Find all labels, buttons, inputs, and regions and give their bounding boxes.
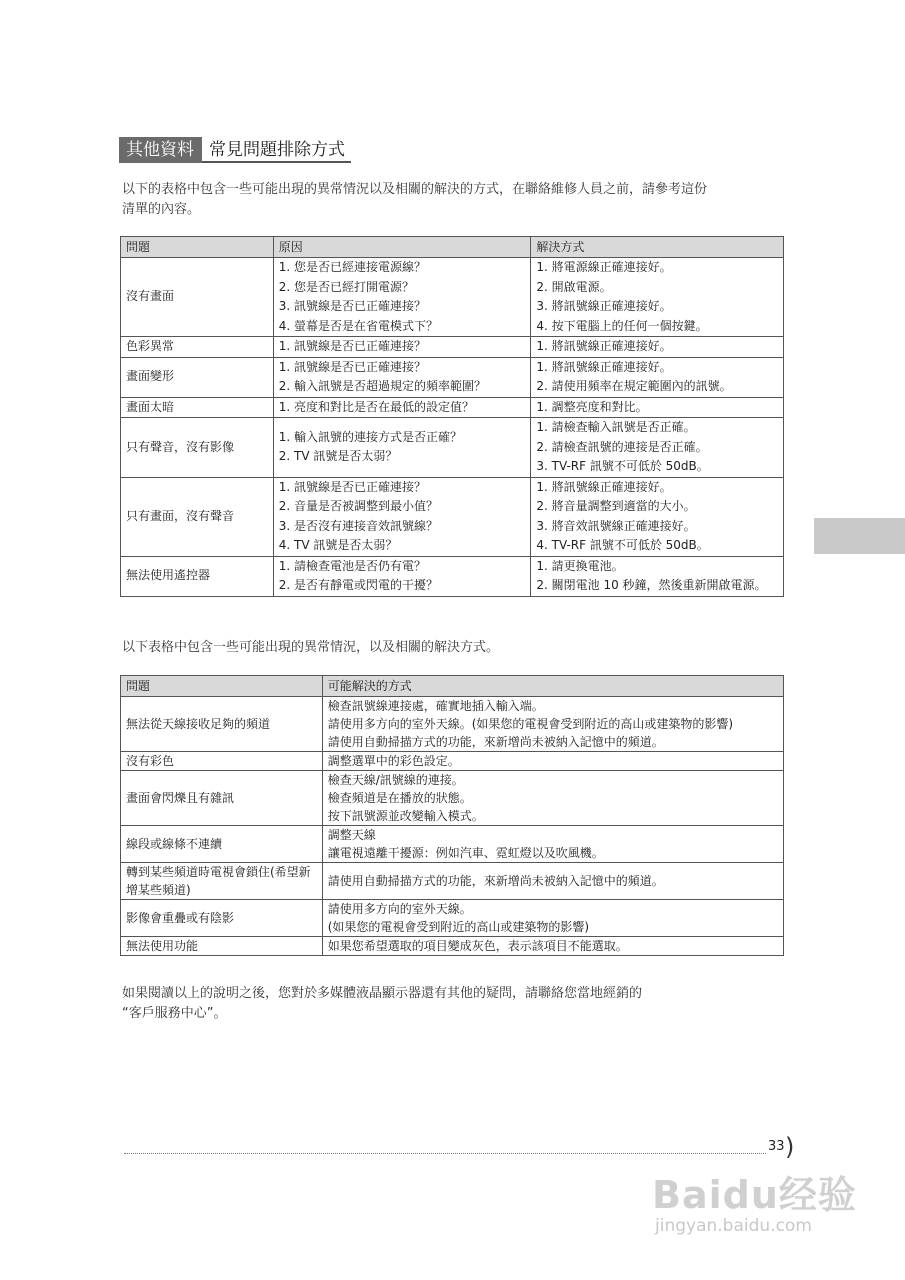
- solution-line: 1. 將電源線正確連接好。: [536, 260, 672, 274]
- solution-line: 調整選單中的彩色設定。: [327, 754, 460, 768]
- problem-cell: 影像會重疊或有陰影: [121, 900, 323, 937]
- solution-line: 檢查頻道是在播放的狀態。: [327, 791, 472, 805]
- table-row: [121, 397, 784, 418]
- table-row: [121, 418, 784, 478]
- problem-cell: 無法從天線接收足夠的頻道: [121, 697, 323, 752]
- header-cause: 原因: [273, 237, 531, 258]
- section-tag: 其他資料: [119, 137, 202, 163]
- solution-line: 4. 按下電腦上的任何一個按鍵。: [536, 318, 708, 333]
- cause-cell: [273, 556, 531, 596]
- problem-cell: 線段或線條不連續: [121, 826, 323, 863]
- problem-cell: 只有畫面，沒有聲音: [121, 477, 274, 556]
- solution-line: 3. TV-RF 訊號不可低於 50dB。: [536, 459, 709, 473]
- cause-line: 2. TV 訊號是否太弱？: [278, 449, 398, 464]
- solution-cell: [531, 397, 784, 418]
- problem-cell: 沒有畫面: [121, 258, 274, 337]
- cause-cell: [273, 258, 531, 337]
- side-tab-marker: [814, 518, 905, 554]
- table-row: [121, 900, 784, 937]
- solution-line: 2. 請使用頻率在規定範圍內的訊號。: [536, 379, 732, 393]
- header-problem: 問題: [121, 237, 274, 258]
- intro-paragraph-1: [122, 180, 707, 220]
- solution-line: 2. 關閉電池 10 秒鐘，然後重新開啟電源。: [536, 578, 767, 592]
- solution-line: 如果您希望選取的項目變成灰色，表示該項目不能選取。: [327, 939, 628, 953]
- cause-cell: [273, 337, 531, 358]
- cause-line: 1. 訊號線是否已正確連接？: [278, 359, 427, 374]
- cause-line: 2. 您是否已經打開電源？: [278, 279, 415, 294]
- solution-line: (如果您的電視會受到附近的高山或建築物的影響): [327, 920, 590, 934]
- page-title: 常見問題排除方式: [202, 137, 351, 163]
- closing-paragraph: [122, 984, 642, 1024]
- solution-line: 檢查訊號線連接處，確實地插入輸入端。: [327, 699, 544, 713]
- cause-line: 2. 輸入訊號是否超過規定的頻率範圍？: [278, 379, 487, 393]
- solution-cell: [322, 697, 783, 752]
- solution-line: 1. 將訊號線正確連接好。: [536, 479, 672, 494]
- closing-line: “客戶服務中心”。: [122, 1006, 227, 1021]
- solution-line: 2. 開啟電源。: [536, 279, 612, 294]
- solution-line: 調整天線: [327, 828, 376, 842]
- cause-cell: [273, 397, 531, 418]
- solution-cell: [531, 337, 784, 358]
- table-row: [121, 937, 784, 956]
- solution-cell: [322, 900, 783, 937]
- cause-line: 3. 是否沒有連接音效訊號線？: [278, 518, 439, 533]
- cause-line: 4. 螢幕是否是在省電模式下？: [278, 318, 439, 333]
- page-bracket-icon: ): [785, 1133, 795, 1161]
- solution-line: 1. 調整亮度和對比。: [536, 399, 648, 414]
- table-row: [121, 357, 784, 397]
- solution-line: 2. 將音量調整到適當的大小。: [536, 499, 696, 513]
- problem-cell: 無法使用遙控器: [121, 556, 274, 596]
- table-header-row: [121, 676, 784, 697]
- cause-line: 2. 是否有靜電或閃電的干擾？: [278, 578, 439, 592]
- solution-line: 3. 將訊號線正確連接好。: [536, 299, 672, 313]
- cause-line: 2. 音量是否被調整到最小值？: [278, 499, 439, 513]
- cause-line: 1. 亮度和對比是否在最低的設定值？: [278, 399, 475, 414]
- section-title: [119, 137, 351, 163]
- intro-line: 清單的內容。: [122, 202, 201, 217]
- cause-line: 4. TV 訊號是否太弱？: [278, 538, 398, 552]
- solution-cell: [322, 937, 783, 956]
- table-row: [121, 863, 784, 900]
- solution-cell: [531, 477, 784, 556]
- problem-cell: 畫面會閃爍且有雜訊: [121, 771, 323, 826]
- solution-line: 4. TV-RF 訊號不可低於 50dB。: [536, 538, 709, 552]
- tv-troubleshooting-table: [120, 675, 784, 956]
- table-row: [121, 697, 784, 752]
- cause-line: 1. 請檢查電池是否仍有電？: [278, 558, 427, 573]
- solution-line: 2. 請檢查訊號的連接是否正確。: [536, 439, 708, 454]
- table-row: [121, 337, 784, 358]
- problem-cell: 沒有彩色: [121, 752, 323, 771]
- cause-line: 3. 訊號線是否已正確連接？: [278, 299, 427, 313]
- header-solution: 可能解決的方式: [322, 676, 783, 697]
- intro-line: 以下的表格中包含一些可能出現的異常情況以及相關的解決的方式，在聯絡維修人員之前，請參考這份: [122, 182, 708, 197]
- cause-cell: [273, 418, 531, 478]
- cause-cell: [273, 357, 531, 397]
- table-row: [121, 258, 784, 337]
- table-header-row: [121, 237, 784, 258]
- solution-cell: [531, 556, 784, 596]
- solution-line: 請使用多方向的室外天線。: [327, 902, 472, 916]
- solution-cell: [531, 258, 784, 337]
- solution-cell: [322, 771, 783, 826]
- problem-cell: 無法使用功能: [121, 937, 323, 956]
- solution-line: 1. 請更換電池。: [536, 558, 624, 573]
- header-solution: 解決方式: [531, 237, 784, 258]
- watermark-url: jingyan.baidu.com: [655, 1216, 812, 1236]
- problem-cell: 畫面變形: [121, 357, 274, 397]
- problem-cell: 只有聲音，沒有影像: [121, 418, 274, 478]
- table-row: [121, 477, 784, 556]
- cause-line: 1. 訊號線是否已正確連接？: [278, 339, 427, 353]
- intro-paragraph-2: 以下表格中包含一些可能出現的異常情況，以及相關的解決方式。: [122, 640, 500, 655]
- solution-line: 1. 將訊號線正確連接好。: [536, 339, 672, 353]
- solution-line: 1. 將訊號線正確連接好。: [536, 359, 672, 374]
- solution-line: 按下訊號源並改變輸入模式。: [327, 809, 484, 823]
- table-row: [121, 556, 784, 596]
- solution-line: 請使用多方向的室外天線。(如果您的電視會受到附近的高山或建築物的影響): [327, 717, 734, 731]
- page-number: 33: [768, 1139, 785, 1154]
- solution-line: 檢查天線/訊號線的連接。: [327, 773, 464, 787]
- solution-cell: [322, 752, 783, 771]
- cause-line: 1. 您是否已經連接電源線？: [278, 260, 427, 274]
- header-problem: 問題: [121, 676, 323, 697]
- problem-cell: 色彩異常: [121, 337, 274, 358]
- table-row: [121, 771, 784, 826]
- closing-line: 如果閱讀以上的說明之後，您對於多媒體液晶顯示器還有其他的疑問，請聯絡您當地經銷的: [122, 986, 643, 1001]
- solution-cell: [531, 418, 784, 478]
- cause-cell: [273, 477, 531, 556]
- cause-line: 1. 訊號線是否已正確連接？: [278, 479, 427, 494]
- troubleshooting-table: [120, 236, 784, 597]
- problem-cell: 畫面太暗: [121, 397, 274, 418]
- cause-line: 1. 輸入訊號的連接方式是否正確？: [278, 429, 463, 444]
- footer-dotted-rule: [124, 1153, 766, 1154]
- solution-line: 請使用自動掃描方式的功能，來新增尚未被納入記憶中的頻道。: [327, 874, 664, 888]
- table-row: [121, 826, 784, 863]
- solution-cell: [322, 826, 783, 863]
- solution-line: 3. 將音效訊號線正確連接好。: [536, 518, 696, 533]
- solution-cell: [531, 357, 784, 397]
- problem-cell: 轉到某些頻道時電視會鎖住(希望新增某些頻道): [121, 863, 323, 900]
- watermark-logo: Baidu经验: [652, 1173, 857, 1217]
- solution-line: 讓電視遠離干擾源：例如汽車、霓虹燈以及吹風機。: [327, 846, 604, 860]
- solution-line: 1. 請檢查輸入訊號是否正確。: [536, 420, 696, 434]
- solution-line: 請使用自動掃描方式的功能，來新增尚未被納入記憶中的頻道。: [327, 735, 664, 749]
- table-row: [121, 752, 784, 771]
- solution-cell: [322, 863, 783, 900]
